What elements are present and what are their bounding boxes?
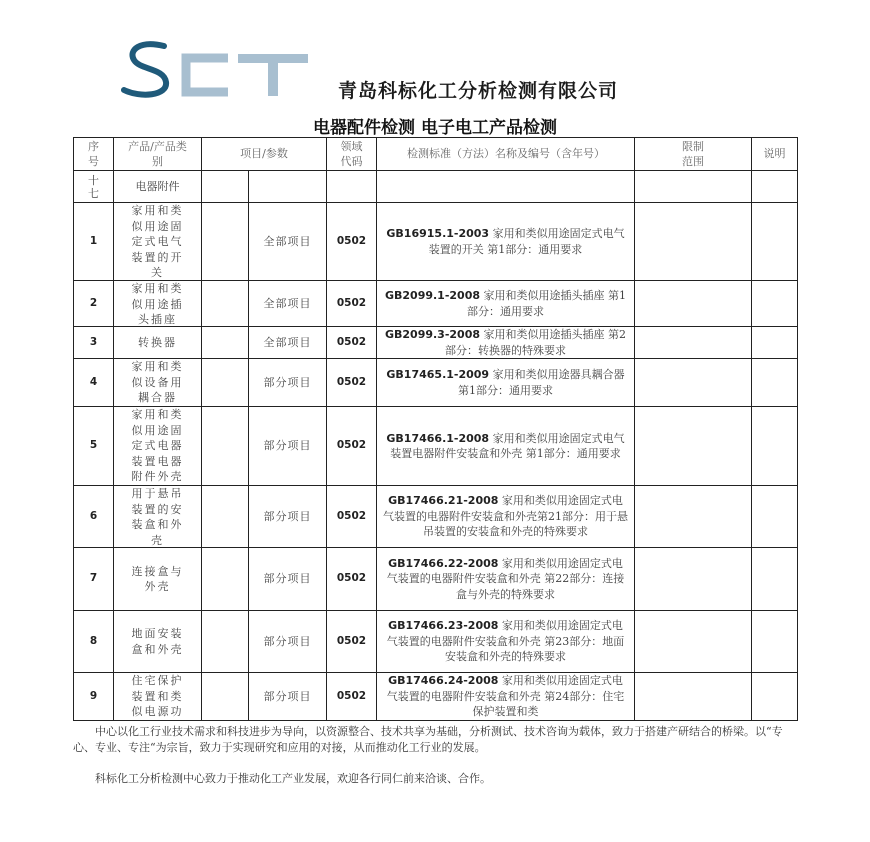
row-standard-cell (377, 327, 635, 359)
row-note (752, 359, 798, 407)
test-table (73, 137, 798, 721)
header-code: 领域代码 (327, 138, 377, 171)
header-standard: 检测标准（方法）名称及编号（含年号） (377, 138, 635, 171)
row-standard-name: 家用和类似用途固定式电气装置的电器附件安装盒和外壳 第23部分：地面安装盒和外壳的特殊要求 (386, 619, 625, 664)
row-product-cell (114, 281, 202, 327)
row-standard-name: 家用和类似用途器具耦合器 第1部分：通用要求 (458, 368, 625, 397)
row-limit (635, 548, 752, 611)
row-standard-name: 家用和类似用途固定式电气装置的电器附件安装盒和外壳 第22部分：连接盒与外壳的特殊要求 (386, 556, 625, 601)
sct-logo (120, 40, 310, 100)
row-standard-cell (377, 281, 635, 327)
row-product: 转换器 (138, 335, 177, 349)
page-title: 电器配件检测 电子电工产品检测 (313, 118, 557, 138)
row-blank (202, 203, 249, 281)
table-row (74, 673, 798, 721)
row-code: 0502 (327, 327, 377, 359)
row-note (752, 327, 798, 359)
row-standard-code: GB17466.22-2008 (388, 556, 499, 570)
row-standard-name: 家用和类似用途固定式电气装置的电器附件安装盒和外壳 第24部分：住宅保护装置和类 (386, 674, 625, 718)
row-standard-cell (377, 486, 635, 548)
row-product: 家用和类似用途固定式电器装置电器附件外壳 (131, 408, 184, 484)
row-items: 全部项目 (249, 281, 327, 327)
row-standard-name: 家用和类似用途固定式电气装置电器附件安装盒和外壳 第1部分：通用要求 (390, 431, 625, 460)
row-limit (635, 611, 752, 673)
row-standard-cell (377, 407, 635, 486)
row-seq: 9 (74, 673, 114, 721)
company-name: 青岛科标化工分析检测有限公司 (338, 80, 619, 102)
section-row (74, 171, 798, 203)
row-standard-code: GB17466.1-2008 (386, 431, 490, 445)
row-limit (635, 281, 752, 327)
row-note (752, 407, 798, 486)
table-row (74, 486, 798, 548)
intro-paragraph: 中心以化工行业技术需求和科技进步为导向，以资源整合、技术共享为基础，分析测试、技术咨询为载体，致力于搭建产研结合的桥梁。以“专心、专业、专注“为宗旨，致力于实现研究和应用的对接，从而推动化工行业的发展。 (73, 725, 783, 754)
row-standard-name: 家用和类似用途插头插座 第2部分：转换器的特殊要求 (445, 328, 627, 357)
row-items: 部分项目 (249, 611, 327, 673)
row-standard-cell (377, 611, 635, 673)
row-blank (202, 673, 249, 721)
row-items: 全部项目 (249, 327, 327, 359)
row-standard-code: GB17465.1-2009 (386, 368, 490, 381)
row-standard-cell (377, 673, 635, 721)
row-standard-name: 家用和类似用途固定式电气装置的电器附件安装盒和外壳第21部分：用于悬吊装置的安装盒和外壳的特殊要求 (383, 494, 628, 539)
row-limit (635, 673, 752, 721)
row-note (752, 203, 798, 281)
table-row (74, 327, 798, 359)
row-product-cell (114, 673, 202, 721)
row-standard-cell (377, 548, 635, 611)
row-product: 家用和类似用途插头插座 (131, 282, 184, 326)
row-blank (202, 327, 249, 359)
row-seq: 2 (74, 281, 114, 327)
row-seq: 5 (74, 407, 114, 486)
row-standard-cell (377, 359, 635, 407)
row-blank (202, 486, 249, 548)
row-product-cell (114, 359, 202, 407)
row-product: 用于悬吊装置的安装盒和外壳 (131, 487, 184, 547)
row-code: 0502 (327, 486, 377, 548)
row-note (752, 611, 798, 673)
row-code: 0502 (327, 203, 377, 281)
row-standard-code: GB17466.21-2008 (388, 494, 499, 508)
row-code: 0502 (327, 548, 377, 611)
row-product-cell (114, 486, 202, 548)
row-product: 住宅保护装置和类似电源功 (131, 674, 184, 718)
section-seq: 十七 (74, 171, 114, 203)
row-standard-name: 家用和类似用途插头插座 第1部分：通用要求 (467, 289, 627, 318)
row-code: 0502 (327, 611, 377, 673)
row-blank (202, 407, 249, 486)
table-row (74, 407, 798, 486)
row-standard-code: GB17466.24-2008 (388, 674, 499, 687)
header-items: 项目/参数 (202, 138, 327, 171)
row-items: 全部项目 (249, 203, 327, 281)
row-standard-cell (377, 203, 635, 281)
row-limit (635, 327, 752, 359)
header-note: 说明 (752, 138, 798, 171)
row-product-cell (114, 548, 202, 611)
row-product-cell (114, 407, 202, 486)
table-row (74, 548, 798, 611)
row-items: 部分项目 (249, 486, 327, 548)
row-limit (635, 486, 752, 548)
row-product: 地面安装盒和外壳 (131, 627, 184, 656)
row-limit (635, 359, 752, 407)
row-seq: 8 (74, 611, 114, 673)
row-product-cell (114, 327, 202, 359)
row-blank (202, 611, 249, 673)
table-row (74, 281, 798, 327)
row-code: 0502 (327, 359, 377, 407)
row-items: 部分项目 (249, 548, 327, 611)
row-note (752, 673, 798, 721)
closing-paragraph: 科标化工分析检测中心致力于推动化工产业发展，欢迎各行同仁前来洽谈、合作。 (73, 772, 491, 785)
row-note (752, 548, 798, 611)
row-seq: 1 (74, 203, 114, 281)
row-standard-code: GB2099.1-2008 (384, 289, 481, 302)
row-blank (202, 281, 249, 327)
row-seq: 4 (74, 359, 114, 407)
row-product-cell (114, 611, 202, 673)
row-product: 家用和类似用途固定式电气装置的开关 (131, 204, 184, 279)
row-code: 0502 (327, 281, 377, 327)
row-blank (202, 359, 249, 407)
row-product: 连接盒与外壳 (131, 564, 184, 593)
row-standard-code: GB16915.1-2003 (386, 227, 490, 240)
table-row (74, 359, 798, 407)
row-standard-code: GB2099.3-2008 (384, 328, 481, 341)
row-blank (202, 548, 249, 611)
table-row (74, 203, 798, 281)
row-seq: 3 (74, 327, 114, 359)
section-product: 电器附件 (114, 171, 202, 203)
row-items: 部分项目 (249, 673, 327, 721)
header-row (74, 138, 798, 171)
row-limit (635, 203, 752, 281)
row-code: 0502 (327, 673, 377, 721)
row-product: 家用和类似设备用耦合器 (131, 360, 184, 405)
header-seq: 序号 (74, 138, 114, 171)
table-row (74, 611, 798, 673)
row-limit (635, 407, 752, 486)
row-items: 部分项目 (249, 359, 327, 407)
row-seq: 7 (74, 548, 114, 611)
row-note (752, 486, 798, 548)
row-standard-name: 家用和类似用途固定式电气装置的开关 第1部分：通用要求 (428, 227, 625, 256)
row-code: 0502 (327, 407, 377, 486)
row-items: 部分项目 (249, 407, 327, 486)
header-limit: 限制范围 (635, 138, 752, 171)
row-standard-code: GB17466.23-2008 (388, 619, 499, 633)
row-product-cell (114, 203, 202, 281)
row-seq: 6 (74, 486, 114, 548)
row-note (752, 281, 798, 327)
header-product: 产品/产品类别 (114, 138, 202, 171)
